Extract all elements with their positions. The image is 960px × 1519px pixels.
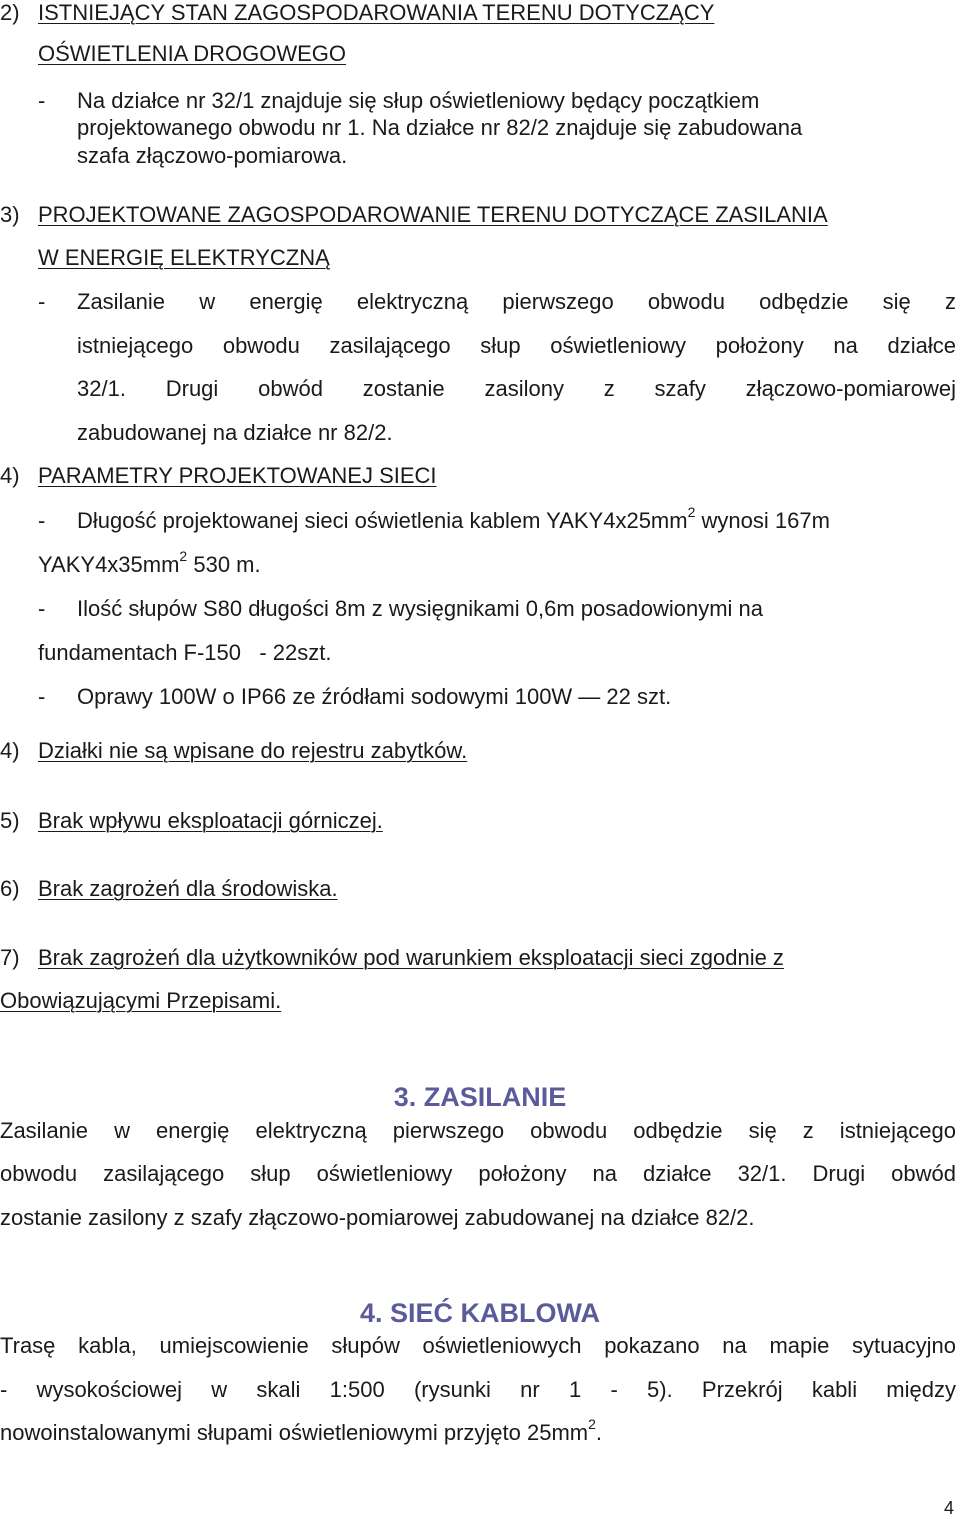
section-3-title-line1: PROJEKTOWANE ZAGOSPODAROWANIE TERENU DOTYCZĄCE ZASILANIA <box>38 202 828 227</box>
siec-line2: - wysokościowej w skali 1:500 (rysunki nr 1 - 5). Przekrój kabli między <box>0 1377 956 1402</box>
cable-length-text: Długość projektowanej sieci oświetlenia kablem YAKY4x25mm <box>77 508 688 533</box>
zasilanie-line3: zostanie zasilony z szafy złączowo-pomiarowej zabudowanej na działce 82/2. <box>0 1205 755 1230</box>
zasilanie-line1: Zasilanie w energię elektryczną pierwszego obwodu odbędzie się z istniejącego <box>0 1118 956 1143</box>
section-3-title-line2: W ENERGIĘ ELEKTRYCZNĄ <box>38 245 330 270</box>
section-4-bullet1-dash: - <box>38 508 46 533</box>
item-5-number: 5) <box>0 808 20 833</box>
section-4-bullet1-line2 <box>38 547 261 578</box>
item-4b-text: Działki nie są wpisane do rejestru zabytków. <box>38 738 468 763</box>
item-7-text-line1: Brak zagrożeń dla użytkowników pod warunkiem eksploatacji sieci zgodnie z <box>38 945 784 970</box>
section-2-bullet-dash: - <box>38 88 46 113</box>
superscript-2: 2 <box>179 547 188 564</box>
section-2-bullet-line3: szafa złączowo-pomiarowa. <box>77 143 348 168</box>
item-6-number: 6) <box>0 876 20 901</box>
section-3-bullet-dash: - <box>38 289 46 314</box>
siec-line3 <box>0 1415 603 1446</box>
section-4-bullet3-line1: Oprawy 100W o IP66 ze źródłami sodowymi 100W — 22 szt. <box>77 684 672 709</box>
section-3-bullet-line3: 32/1. Drugi obwód zostanie zasilony z szafy złączowo-pomiarowej <box>77 376 956 401</box>
section-4-bullet3-dash: - <box>38 684 46 709</box>
item-6-text: Brak zagrożeń dla środowiska. <box>38 876 338 901</box>
section-2-title-line2: OŚWIETLENIA DROGOWEGO <box>38 41 347 66</box>
item-7-text-line2: Obowiązującymi Przepisami. <box>0 988 282 1013</box>
heading-zasilanie: 3. ZASILANIE <box>393 1082 567 1112</box>
section-2-bullet-line1: Na działce nr 32/1 znajduje się słup oświetleniowy będący początkiem <box>77 88 760 113</box>
siec-period: . <box>595 1420 603 1445</box>
section-2-number: 2) <box>0 0 20 25</box>
section-3-number: 3) <box>0 202 20 227</box>
section-3-bullet-line4: zabudowanej na działce nr 82/2. <box>77 420 393 445</box>
section-4-bullet2-line1: Ilość słupów S80 długości 8m z wysięgnikami 0,6m posadowionymi na <box>77 596 763 621</box>
section-3-bullet-line1: Zasilanie w energię elektryczną pierwszego obwodu odbędzie się z <box>77 289 956 314</box>
cable-length-value: wynosi 167m <box>701 508 830 533</box>
superscript-2: 2 <box>687 503 696 520</box>
cable-type-text: YAKY4x35mm <box>38 552 180 577</box>
section-4-number: 4) <box>0 463 20 488</box>
section-2-bullet-line2: projektowanego obwodu nr 1. Na działce nr 82/2 znajduje się zabudowana <box>77 115 803 140</box>
siec-cross-section-text: nowoinstalowanymi słupami oświetleniowymi przyjęto 25mm <box>0 1420 589 1445</box>
section-3-bullet-line2: istniejącego obwodu zasilającego słup oświetleniowy położony na działce <box>77 333 956 358</box>
item-7-number: 7) <box>0 945 20 970</box>
section-2-title-line1: ISTNIEJĄCY STAN ZAGOSPODAROWANIA TERENU DOTYCZĄCY <box>38 0 715 25</box>
section-2-title <box>0 0 715 26</box>
section-4-bullet2-line2: fundamentach F-150 - 22szt. <box>38 640 332 665</box>
item-4b-number: 4) <box>0 738 20 763</box>
section-4-bullet2-dash: - <box>38 596 46 621</box>
zasilanie-line2: obwodu zasilającego słup oświetleniowy położony na działce 32/1. Drugi obwód <box>0 1161 956 1186</box>
cable-type-length: 530 m. <box>193 552 261 577</box>
item-5-text: Brak wpływu eksploatacji górniczej. <box>38 808 383 833</box>
superscript-2: 2 <box>588 1415 596 1432</box>
heading-siec-kablowa: 4. SIEĆ KABLOWA <box>359 1298 601 1328</box>
page-number: 4 <box>943 1498 954 1518</box>
section-4-title: PARAMETRY PROJEKTOWANEJ SIECI <box>38 463 437 488</box>
section-4-bullet1-line1 <box>77 503 830 534</box>
siec-line1: Trasę kabla, umiejscowienie słupów oświetleniowych pokazano na mapie sytuacyjno <box>0 1333 956 1358</box>
